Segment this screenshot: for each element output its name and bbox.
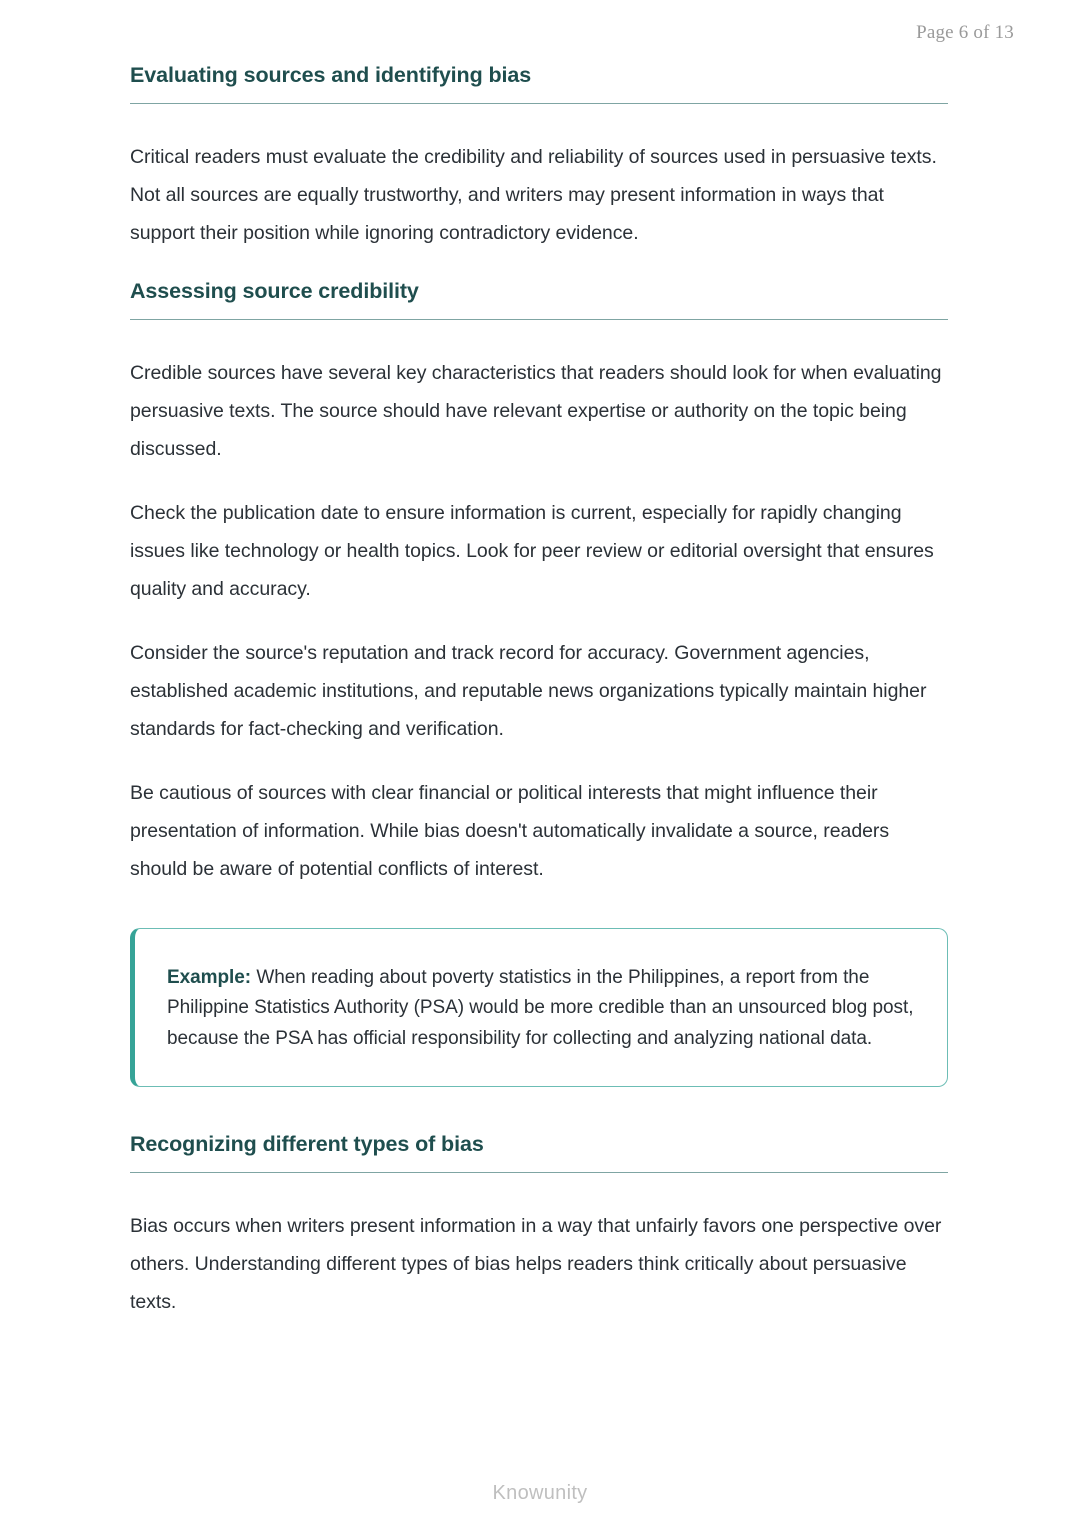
section-body-1 bbox=[130, 138, 948, 252]
paragraph: Critical readers must evaluate the credibility and reliability of sources used in persuasive texts. Not all sources are equally trustworthy, and writers may present information in ways that support their position while ignoring contradictory evidence. bbox=[130, 145, 937, 244]
heading-divider bbox=[130, 103, 948, 104]
section-heading-block-2 bbox=[130, 278, 948, 320]
section-body-3 bbox=[130, 1207, 948, 1321]
heading-divider bbox=[130, 319, 948, 320]
example-callout-box bbox=[130, 928, 948, 1088]
callout-paragraph bbox=[167, 963, 917, 1055]
page-indicator: Page 6 of 13 bbox=[916, 22, 1014, 43]
callout-body: When reading about poverty statistics in the Philippines, a report from the Philippine Statistics Authority (PSA) would be more credible than an unsourced blog post, because the PSA has official responsibility for collecting and analyzing national data. bbox=[167, 966, 914, 1049]
page-title: Evaluating sources and identifying bias bbox=[130, 63, 532, 87]
paragraph: Bias occurs when writers present information in a way that unfairly favors one perspective over others. Understanding different types of bias helps readers think critically about persuasive texts. bbox=[130, 1215, 942, 1314]
paragraph: Check the publication date to ensure information is current, especially for rapidly changing issues like technology or health topics. Look for peer review or editorial oversight that ensures quality and accuracy. bbox=[130, 501, 934, 600]
section-body-2 bbox=[130, 354, 948, 888]
section-heading-recognizing-types-of-bias: Recognizing different types of bias bbox=[130, 1132, 484, 1157]
section-heading-block-1 bbox=[130, 62, 948, 104]
section-heading-block-3 bbox=[130, 1131, 948, 1173]
callout-label: Example: bbox=[167, 966, 252, 988]
section-heading-assessing-source-credibility: Assessing source credibility bbox=[130, 278, 419, 303]
paragraph: Be cautious of sources with clear financial or political interests that might influence their presentation of information. While bias doesn't automatically invalidate a source, readers should be aware of potential conflicts of interest. bbox=[130, 781, 890, 880]
footer-watermark: Knowunity bbox=[492, 1482, 588, 1504]
layout-spacer bbox=[130, 1087, 948, 1131]
paragraph: Consider the source's reputation and track record for accuracy. Government agencies, established academic institutions, and reputable news organizations typically maintain higher standards for fact-checking and verification. bbox=[130, 641, 927, 740]
heading-divider bbox=[130, 1172, 948, 1173]
document-content bbox=[130, 62, 948, 1347]
paragraph: Credible sources have several key characteristics that readers should look for when evaluating persuasive texts. The source should have relevant expertise or authority on the topic being discussed. bbox=[130, 361, 942, 460]
